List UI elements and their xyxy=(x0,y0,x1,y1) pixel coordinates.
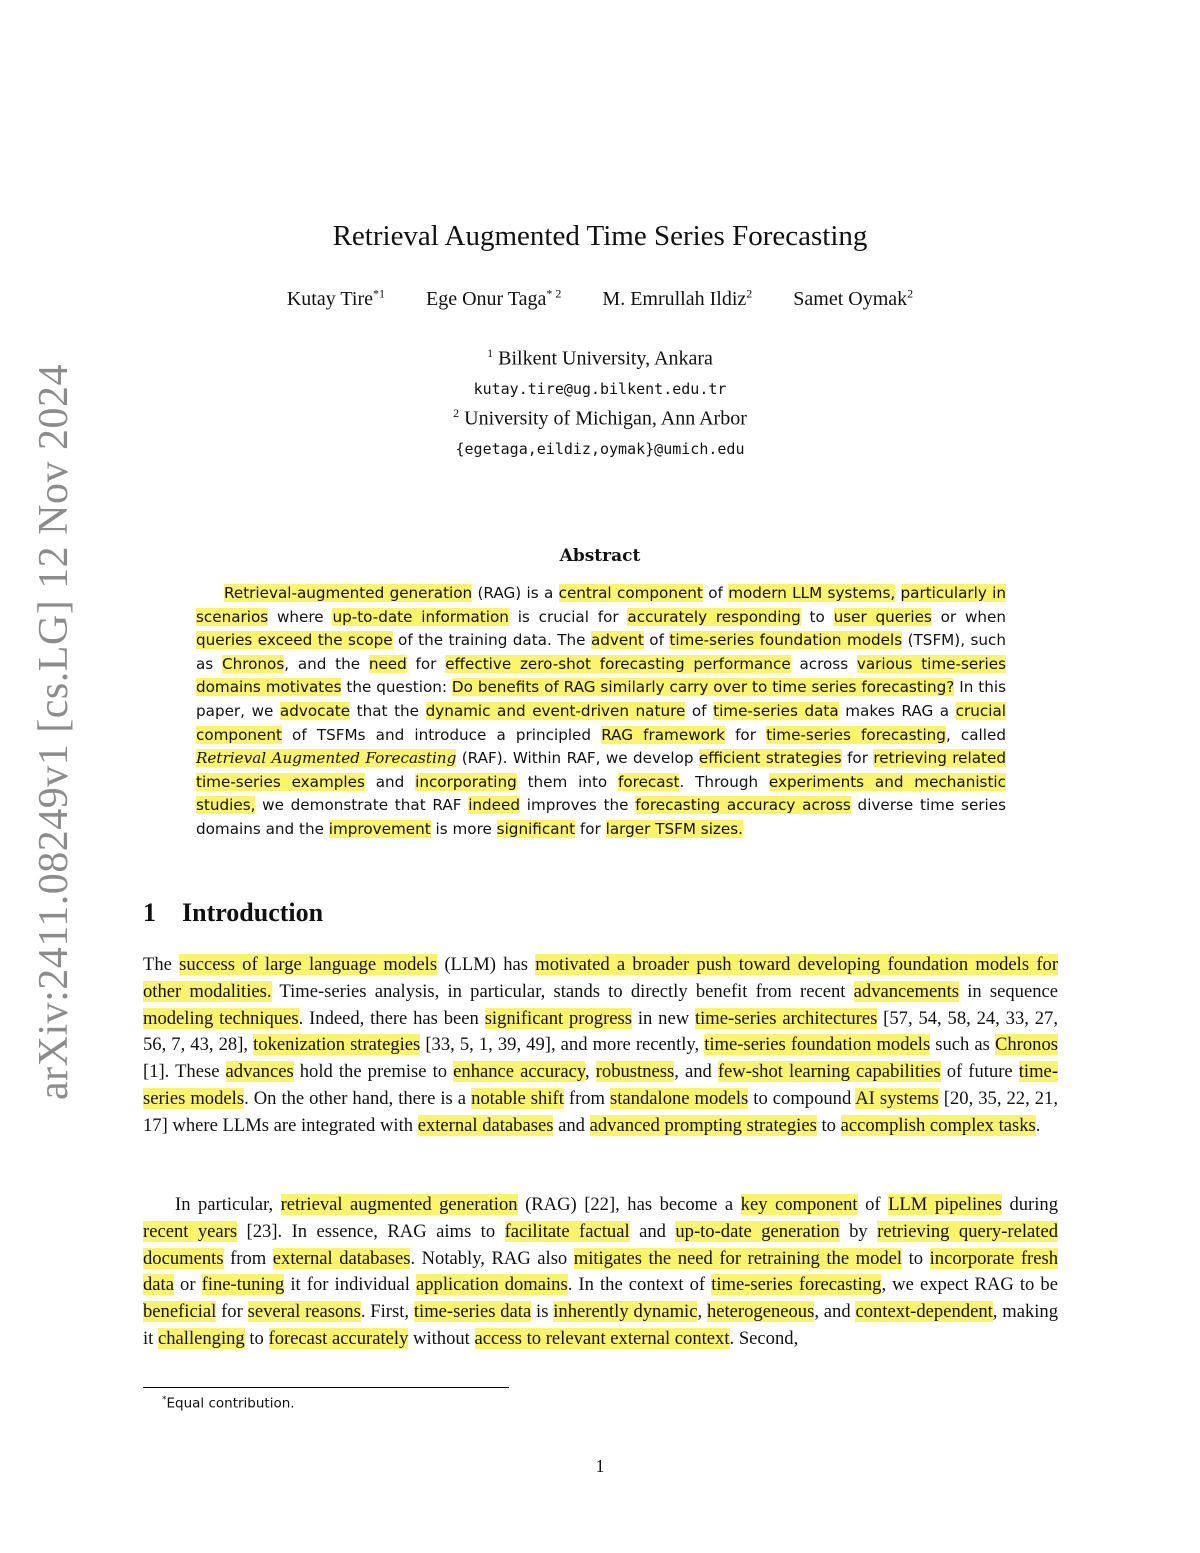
text-run: , and xyxy=(674,1061,718,1083)
text-run: to xyxy=(800,607,834,626)
author-name: Samet Oymak xyxy=(793,287,908,310)
footnote-divider xyxy=(143,1387,509,1388)
highlighted-phrase: time-series foundation models xyxy=(704,1034,931,1056)
affiliation-name: University of Michigan, Ann Arbor xyxy=(464,407,747,430)
highlighted-phrase: RAG framework xyxy=(601,725,725,744)
highlighted-phrase: Do benefits of RAG similarly carry over to time series forecasting? xyxy=(451,678,955,697)
text-run: . Second, xyxy=(729,1327,799,1349)
highlighted-phrase: success of large language models xyxy=(179,954,438,975)
highlighted-phrase: time-series forecasting xyxy=(711,1274,882,1296)
paper-title: Retrieval Augmented Time Series Forecasting xyxy=(332,220,868,252)
text-run: to xyxy=(244,1327,269,1349)
section-title: Introduction xyxy=(182,898,324,927)
highlighted-phrase: modeling techniques xyxy=(143,1007,299,1029)
text-run: from xyxy=(563,1087,611,1109)
highlighted-phrase: queries exceed the scope xyxy=(196,631,393,650)
highlighted-phrase: recent years xyxy=(143,1220,238,1242)
highlighted-phrase: time-series architectures xyxy=(694,1007,878,1029)
highlighted-phrase: advancements xyxy=(853,980,959,1002)
affiliation-2 xyxy=(0,406,1200,431)
highlighted-phrase: enhance accuracy xyxy=(453,1061,585,1083)
highlighted-phrase: AI systems xyxy=(855,1087,939,1109)
highlighted-phrase: Chronos xyxy=(994,1034,1058,1056)
author-name: Ege Onur Taga xyxy=(425,287,547,310)
arxiv-side-stamp: arXiv:2411.08249v1 [cs.LG] 12 Nov 2024 xyxy=(31,363,77,1100)
affiliation-1 xyxy=(0,346,1200,371)
highlighted-phrase: efficient strategies xyxy=(698,749,842,768)
highlighted-phrase: context-dependent xyxy=(855,1301,993,1323)
text-run: The xyxy=(143,954,180,975)
highlighted-phrase: LLM pipelines xyxy=(888,1194,1002,1215)
highlighted-phrase: modern LLM systems, xyxy=(728,584,896,602)
highlighted-phrase: various time-series domains motivates xyxy=(196,654,1006,697)
text-run: . On the other hand, there is a xyxy=(244,1087,472,1109)
text-run: In this paper, we xyxy=(196,678,1006,720)
text-run: is more xyxy=(430,819,497,838)
text-run: is xyxy=(531,1301,554,1323)
highlighted-phrase: accomplish complex tasks xyxy=(840,1114,1036,1136)
author-1 xyxy=(287,288,385,310)
highlighted-phrase: central component xyxy=(558,584,703,602)
text-run: from xyxy=(223,1247,273,1269)
highlighted-phrase: advances xyxy=(225,1061,294,1083)
highlighted-phrase: several reasons xyxy=(247,1301,361,1323)
author-name: Kutay Tire xyxy=(286,287,373,310)
text-run: [1]. These xyxy=(143,1061,226,1083)
text-run: by xyxy=(839,1220,878,1242)
text-run: we demonstrate that RAF xyxy=(255,796,469,815)
text-run: for xyxy=(841,749,874,768)
highlighted-phrase: time-series models xyxy=(143,1061,1059,1109)
highlighted-phrase: accurately responding xyxy=(627,607,801,626)
text-run: hold the premise to xyxy=(293,1061,454,1083)
text-run: during xyxy=(1001,1194,1058,1215)
text-run: . Notably, RAG also xyxy=(410,1247,574,1269)
highlighted-phrase: time-series forecasting xyxy=(766,725,946,744)
highlighted-phrase: application domains xyxy=(416,1274,568,1296)
highlighted-phrase: robustness xyxy=(595,1061,675,1083)
text-run: for xyxy=(575,819,606,838)
highlighted-phrase: user queries xyxy=(833,607,932,626)
highlighted-phrase: retrieving related time-series examples xyxy=(196,749,1006,791)
intro-paragraph-2 xyxy=(143,1192,1058,1353)
affiliation-2-email: {egetaga,eildiz,oymak}@umich.edu xyxy=(455,440,745,458)
text-run: that the xyxy=(350,701,426,720)
abstract-heading: Abstract xyxy=(559,546,641,566)
author-list xyxy=(0,286,1200,311)
highlighted-phrase: inherently dynamic xyxy=(553,1301,698,1323)
highlighted-phrase: retrieving query-related documents xyxy=(143,1220,1058,1269)
text-run: in sequence xyxy=(958,980,1058,1002)
highlighted-phrase: standalone models xyxy=(610,1087,749,1109)
highlighted-phrase: motivated a broader push toward developing foundation models for other modalities. xyxy=(143,954,1059,1002)
highlighted-phrase: time-series data xyxy=(713,701,839,720)
footnote-text: Equal contribution. xyxy=(166,1395,295,1412)
highlighted-phrase: tokenization strategies xyxy=(253,1034,421,1056)
affiliation-mark: 2 xyxy=(453,406,460,420)
highlighted-phrase: forecast xyxy=(618,772,680,791)
highlighted-phrase: need xyxy=(368,654,407,673)
text-run: and xyxy=(629,1220,676,1242)
highlighted-phrase: retrieval augmented generation xyxy=(280,1194,518,1215)
abstract-body xyxy=(196,582,1006,842)
text-run: such as xyxy=(930,1034,995,1056)
text-run: makes RAG a xyxy=(838,701,956,720)
highlighted-phrase: external databases xyxy=(417,1114,554,1136)
text-run: (RAF). Within RAF, we develop xyxy=(456,749,699,768)
highlighted-phrase: up-to-date generation xyxy=(675,1220,840,1242)
highlighted-phrase: indeed xyxy=(468,796,521,815)
highlighted-phrase: up-to-date information xyxy=(332,607,509,626)
highlighted-phrase: incorporating xyxy=(415,772,517,791)
text-run: in new xyxy=(632,1007,695,1029)
section-number: 1 xyxy=(143,898,156,927)
text-run: or when xyxy=(931,607,1006,626)
highlighted-phrase: beneficial xyxy=(143,1301,217,1323)
text-run: In particular, xyxy=(175,1194,281,1215)
text-run: across xyxy=(790,654,857,673)
text-run: of xyxy=(857,1194,889,1215)
intro-paragraph-1 xyxy=(143,952,1058,1140)
text-run: [23]. In essence, RAG aims to xyxy=(237,1220,505,1242)
section-heading-introduction xyxy=(143,898,323,928)
text-run: , xyxy=(584,1061,596,1083)
author-name: M. Emrullah Ildiz xyxy=(602,287,747,310)
text-run: and xyxy=(553,1114,590,1136)
text-run: or xyxy=(173,1274,202,1296)
text-run: , called xyxy=(945,725,1006,744)
text-run: and xyxy=(364,772,416,791)
highlighted-phrase: advanced prompting strategies xyxy=(589,1114,817,1136)
text-run: of future xyxy=(940,1061,1019,1083)
highlighted-phrase: particularly in scenarios xyxy=(196,584,1007,626)
highlighted-phrase: facilitate factual xyxy=(504,1220,630,1242)
highlighted-phrase: incorporate fresh data xyxy=(143,1247,1058,1296)
text-run: the question: xyxy=(341,678,452,697)
text-run: , we expect RAG to be xyxy=(881,1274,1058,1296)
text-run: where xyxy=(268,607,333,626)
text-run: of xyxy=(685,701,714,720)
text-run: without xyxy=(408,1327,475,1349)
text-run: [20, 35, 22, 21, 17] where LLMs are integrated with xyxy=(143,1087,1058,1136)
highlighted-phrase: larger TSFM sizes. xyxy=(605,819,743,838)
author-affil-mark: *1 xyxy=(372,286,385,300)
text-run: improves the xyxy=(520,796,636,815)
author-3 xyxy=(602,288,752,310)
author-affil-mark: 2 xyxy=(746,286,753,300)
text-run: for xyxy=(724,725,767,744)
highlighted-phrase: forecast accurately xyxy=(268,1327,409,1349)
text-run: for xyxy=(406,654,446,673)
highlighted-phrase: mitigates the need for retraining the model xyxy=(573,1247,903,1269)
text-run xyxy=(895,584,900,602)
text-run: of the training data. The xyxy=(392,631,591,650)
highlighted-phrase: improvement xyxy=(328,819,431,838)
highlighted-phrase: external databases xyxy=(272,1247,411,1269)
highlighted-phrase: effective zero-shot forecasting performance xyxy=(445,654,791,673)
highlighted-phrase: advent xyxy=(590,631,644,650)
highlighted-phrase: advocate xyxy=(279,701,351,720)
text-run: Time-series analysis, in particular, stands to directly benefit from recent xyxy=(271,980,854,1002)
text-run: of xyxy=(643,631,670,650)
author-4 xyxy=(793,288,913,310)
highlighted-phrase: time-series foundation models xyxy=(669,631,903,650)
page-number: 1 xyxy=(595,1456,605,1476)
text-run: , and the xyxy=(284,654,369,673)
text-run: to xyxy=(902,1247,930,1269)
highlighted-phrase: Retrieval-augmented generation xyxy=(224,584,473,602)
text-run: (RAG) is a xyxy=(472,584,559,602)
highlighted-phrase: Retrieval Augmented Forecasting xyxy=(196,749,457,768)
text-run: . In the context of xyxy=(567,1274,712,1296)
text-run: of TSFMs and introduce a principled xyxy=(281,725,602,744)
text-run: (RAG) [22], has become a xyxy=(517,1194,741,1215)
highlighted-phrase: challenging xyxy=(157,1327,245,1349)
footnote-mark: * xyxy=(162,1395,167,1405)
highlighted-phrase: notable shift xyxy=(471,1087,564,1109)
author-2 xyxy=(426,288,561,310)
text-run: to xyxy=(816,1114,841,1136)
affiliation-mark: 1 xyxy=(487,346,494,360)
highlighted-phrase: crucial component xyxy=(196,701,1006,744)
highlighted-phrase: forecasting accuracy across xyxy=(635,796,851,815)
highlighted-phrase: heterogeneous xyxy=(706,1301,815,1323)
highlighted-phrase: significant xyxy=(496,819,576,838)
text-run: . xyxy=(1035,1114,1041,1136)
highlighted-phrase: time-series data xyxy=(413,1301,532,1323)
text-run: it for individual xyxy=(284,1274,416,1296)
text-run: (LLM) has xyxy=(437,954,536,975)
author-affil-mark: * 2 xyxy=(546,286,562,300)
highlighted-phrase: Chronos xyxy=(221,654,285,673)
text-run: for xyxy=(216,1301,248,1323)
text-run: , and xyxy=(814,1301,856,1323)
text-run: to compound xyxy=(748,1087,856,1109)
text-run: diverse time series domains and the xyxy=(196,796,1007,838)
affiliation-1-email: kutay.tire@ug.bilkent.edu.tr xyxy=(473,380,727,398)
text-run: of xyxy=(702,584,729,602)
text-run: . Through xyxy=(679,772,769,791)
text-run: , making it xyxy=(143,1301,1059,1349)
highlighted-phrase: access to relevant external context xyxy=(474,1327,730,1349)
text-run: . Indeed, there has been xyxy=(298,1007,485,1029)
text-run: [33, 5, 1, 39, 49], and more recently, xyxy=(420,1034,705,1056)
highlighted-phrase: dynamic and event-driven nature xyxy=(425,701,686,720)
highlighted-phrase: key component xyxy=(740,1194,858,1215)
highlighted-phrase: significant progress xyxy=(484,1007,633,1029)
author-affil-mark: 2 xyxy=(907,286,914,300)
text-run: . First, xyxy=(360,1301,414,1323)
text-run: them into xyxy=(516,772,619,791)
text-run: , xyxy=(697,1301,707,1323)
highlighted-phrase: fine-tuning xyxy=(201,1274,285,1296)
text-run: [57, 54, 58, 24, 33, 27, 56, 7, 43, 28], xyxy=(143,1007,1058,1056)
footnote xyxy=(162,1395,295,1412)
highlighted-phrase: few-shot learning capabilities xyxy=(717,1061,941,1083)
text-run: is crucial for xyxy=(508,607,628,626)
text-run: (TSFM), such as xyxy=(196,631,1006,673)
highlighted-phrase: experiments and mechanistic studies, xyxy=(196,772,1006,815)
affiliation-name: Bilkent University, Ankara xyxy=(498,347,713,370)
